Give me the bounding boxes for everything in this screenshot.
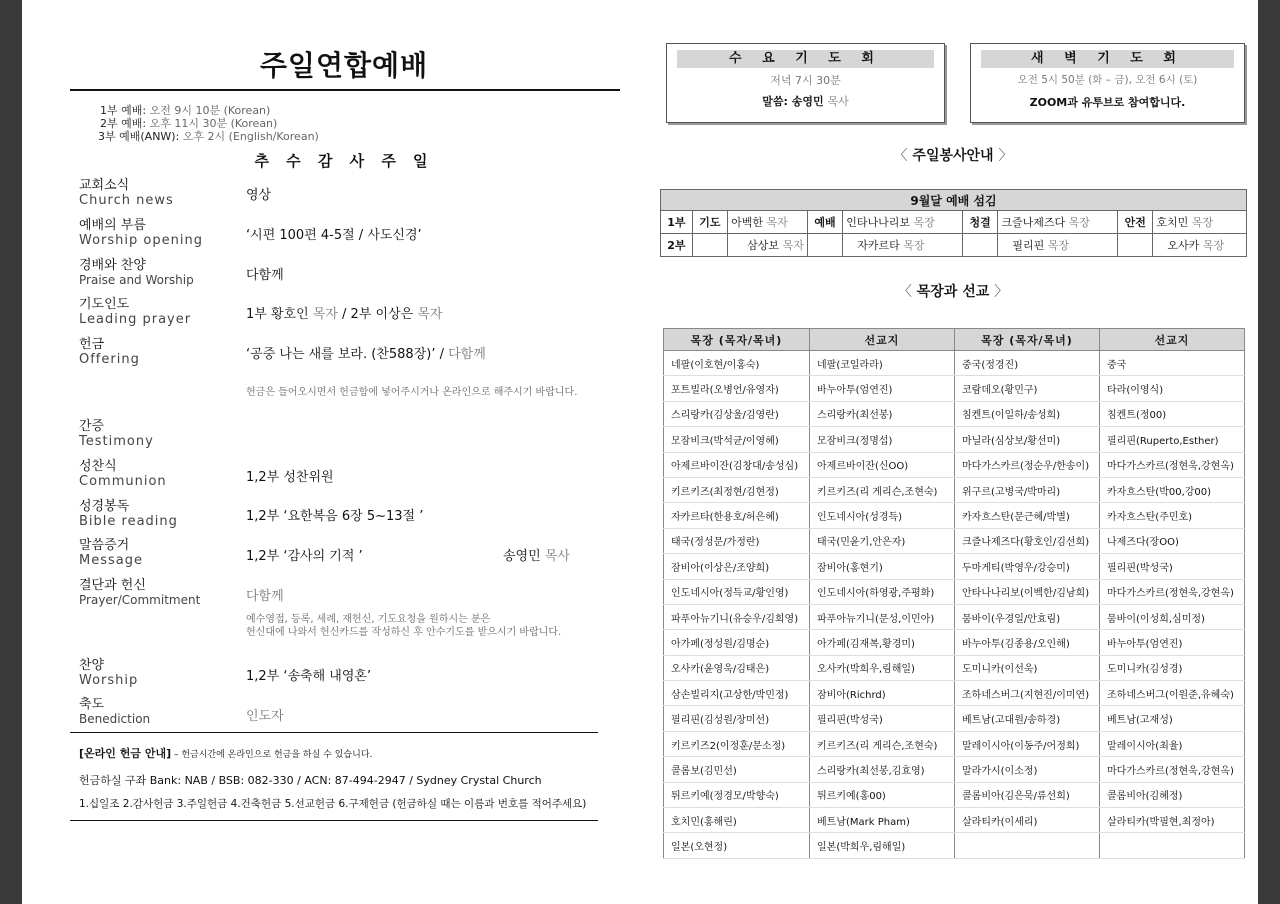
cell-mission-field: 스리랑카(최선봉) [810, 401, 955, 426]
cell-mission-field: 키르키즈(리 게리슨,조현숙) [810, 731, 955, 756]
order-worship-song [79, 658, 138, 688]
cell-mission-field: 튀르키예(홍00) [810, 782, 955, 807]
cell-mission-field: 살라티카(박필현,최정아) [1100, 808, 1245, 833]
wednesday-prayer-box [666, 43, 945, 123]
table-row [664, 757, 1245, 782]
offering-hymn: ‘공중 나는 새를 보라. (찬588장)’ / [246, 347, 444, 362]
cell-group: 오사카(윤영욱/김태은) [664, 655, 810, 680]
order-label-en: Prayer/Commitment [79, 593, 201, 607]
cell-group: 아가페(정성원/김명순) [664, 630, 810, 655]
cell-group: 호치민(홍해린) [664, 808, 810, 833]
cell-group: 포트빌라(오병언/유영자) [664, 376, 810, 401]
cell-group: 키르키즈(최정현/김현정) [664, 477, 810, 502]
cell-mission-field: 베트남(고재성) [1100, 706, 1245, 731]
wednesday-time: 저녁 7시 30분 [770, 74, 841, 87]
cell-mission-field: 파푸아뉴기니(문성,이민아) [810, 604, 955, 629]
cell-group: 자카르타(한용호/허은혜) [664, 503, 810, 528]
cleaning-cell [998, 234, 1118, 257]
order-label-en: Church news [79, 193, 174, 208]
order-label-en: Communion [79, 474, 167, 489]
cell-mission-field [1100, 833, 1245, 858]
order-label-ko: 축도 [79, 697, 105, 712]
order-label-en: Bible reading [79, 514, 178, 529]
order-label-ko: 간증 [79, 419, 105, 434]
table-row [664, 477, 1245, 502]
cell-group: 크즐나제즈다(황호인/김선희) [955, 528, 1100, 553]
cell-group: 도미니카(이선욱) [955, 655, 1100, 680]
cell-group: 마닐라(심상보/황선미) [955, 427, 1100, 452]
angle-left-icon: 〈 [893, 148, 908, 164]
service-time-1 [100, 104, 319, 117]
cell-mission-field: 중국 [1100, 351, 1245, 376]
order-label-ko: 헌금 [79, 337, 105, 352]
service-table [660, 189, 1247, 257]
cell-mission-field: 카자흐스탄(박00,강00) [1100, 477, 1245, 502]
order-value: 1,2부 성찬위원 [246, 470, 334, 485]
cell-mission-field: 인도네시아(성경득) [810, 503, 955, 528]
cell-group: 바누아투(김종용/오인해) [955, 630, 1100, 655]
table-row [664, 579, 1245, 604]
service-time-value: 오후 2시 (English/Korean) [182, 130, 319, 143]
table-row [664, 452, 1245, 477]
order-value: ‘시편 100편 4-5절 / 사도신경’ [246, 228, 422, 243]
column-header: 선교지 [810, 329, 955, 351]
angle-right-icon: 〉 [998, 148, 1013, 164]
order-value: 1,2부 ‘요한복음 6장 5~13절 ’ [246, 509, 424, 524]
bank-details: 헌금하실 구좌 Bank: NAB / BSB: 082-330 / ACN: 87-494-2947 / Sydney Crystal Church [79, 774, 542, 787]
title-suffix: 목자 [782, 239, 804, 252]
cell-mission-field: 네팔(코일라라) [810, 351, 955, 376]
cell-group [955, 833, 1100, 858]
worship-cell [843, 211, 963, 234]
cell-group: 삼손빌리지(고상한/박민정) [664, 681, 810, 706]
cell-mission-field: 바누아투(엄연진) [1100, 630, 1245, 655]
commitment-note-2: 헌신대에 나와서 헌신카드를 작성하신 후 안수기도를 받으시기 바랍니다. [246, 627, 562, 638]
cell-group: 잠비아(이상은/조양희) [664, 554, 810, 579]
service-row-2 [661, 234, 1247, 257]
order-church-news [79, 178, 174, 208]
cell-mission-field: 스리랑카(최선봉,김효영) [810, 757, 955, 782]
table-row [664, 630, 1245, 655]
order-value: 다함께 [246, 268, 284, 283]
mission-header-row [664, 329, 1245, 351]
order-praise [79, 258, 194, 288]
cell-group: 뭄바이(우경일/안효림) [955, 604, 1100, 629]
cell-mission-field: 잠비아(홍현기) [810, 554, 955, 579]
cell-group: 두마게티(박영우/강승미) [955, 554, 1100, 579]
cell-group: 침켄트(이일하/송성희) [955, 401, 1100, 426]
prayer-group: 삼상보 [747, 239, 780, 252]
preacher-name: 송영민 [503, 549, 541, 564]
safety-cell [1153, 234, 1247, 257]
prayer-cell [728, 234, 808, 257]
title-suffix: 목자 [766, 216, 788, 229]
order-message [79, 538, 143, 568]
role-label: 예배 [807, 211, 842, 234]
cell-mission-field: 도미니카(김성경) [1100, 655, 1245, 680]
cell-mission-field: 조하네스버그(이원준,유혜숙) [1100, 681, 1245, 706]
title-divider [70, 89, 620, 91]
online-offering-title: [온라인 헌금 안내] [79, 747, 172, 760]
order-label-ko: 예배의 부름 [79, 218, 146, 233]
cell-mission-field: 타라(이영식) [1100, 376, 1245, 401]
service-time-value: 오전 9시 10분 (Korean) [149, 104, 271, 117]
order-benediction [79, 697, 150, 727]
order-label-en: Worship opening [79, 233, 203, 248]
order-value: 영상 [246, 188, 272, 203]
group-suffix: 목장 [1068, 216, 1090, 229]
cell-mission-field: 뭄바이(이성희,심미정) [1100, 604, 1245, 629]
table-row [664, 731, 1245, 756]
mission-table [663, 328, 1245, 859]
role-label: 안전 [1118, 211, 1153, 234]
cell-group: 말라가시(이소정) [955, 757, 1100, 782]
table-row [664, 706, 1245, 731]
cell-group: 스리랑카(김상울/김영란) [664, 401, 810, 426]
cell-group: 인도네시아(정득교/황인영) [664, 579, 810, 604]
cleaning-cell [998, 211, 1118, 234]
role-label: 기도 [692, 211, 727, 234]
cell-mission-field: 모잠비크(정명섭) [810, 427, 955, 452]
order-bible-reading [79, 499, 178, 529]
order-value: 1,2부 ‘감사의 기적 ’ [246, 549, 363, 564]
part-label: 1부 [661, 211, 693, 234]
order-label-ko: 성찬식 [79, 459, 117, 474]
cleaning-group: 필리핀 [1012, 239, 1045, 252]
mission-heading-text: 목장과 선교 [916, 284, 990, 300]
cell-group: 모잠비크(박석균/이영혜) [664, 427, 810, 452]
wednesday-prayer-title: 수 요 기 도 회 [677, 50, 934, 68]
cell-mission-field: 아가페(김재복,황경미) [810, 630, 955, 655]
cell-mission-field: 바누아투(엄연진) [810, 376, 955, 401]
role-label [692, 234, 727, 257]
offering-by: 다함께 [448, 347, 486, 362]
table-row [664, 528, 1245, 553]
prayer-group: 아벡한 [731, 216, 763, 229]
cell-group: 조하네스버그(지현진/이미연) [955, 681, 1100, 706]
order-label-ko: 찬양 [79, 658, 105, 673]
cell-group: 위구르(고병국/박마리) [955, 477, 1100, 502]
cell-mission-field: 필리핀(박성국) [1100, 554, 1245, 579]
service-time-label: 2부 예배: [100, 117, 147, 130]
table-row [664, 604, 1245, 629]
order-value: 인도자 [246, 709, 284, 724]
cell-mission-field: 잠비아(Richrd) [810, 681, 955, 706]
title-suffix: 목자 [312, 307, 338, 322]
order-label-en: Message [79, 553, 143, 568]
worship-cell [843, 234, 963, 257]
table-row [664, 427, 1245, 452]
service-time-label: 3부 예배(ANW): [98, 130, 180, 143]
title-suffix: 목사 [827, 95, 849, 108]
cell-mission-field: 나제즈다(장OO) [1100, 528, 1245, 553]
online-offering-desc: – 헌금시간에 온라인으로 헌금을 하실 수 있습니다. [171, 750, 373, 760]
cell-mission-field: 태국(민윤기,안은자) [810, 528, 955, 553]
cell-group: 살라티카(이세리) [955, 808, 1100, 833]
cell-mission-field: 마다가스카르(정현욱,강현옥) [1100, 757, 1245, 782]
cell-group: 파푸아뉴기니(유승우/김희영) [664, 604, 810, 629]
table-row [664, 808, 1245, 833]
safety-group: 호치민 [1156, 216, 1189, 229]
title-suffix: 목사 [544, 549, 570, 564]
cell-mission-field: 일본(박희우,림해일) [810, 833, 955, 858]
role-label [807, 234, 842, 257]
cell-group: 마다가스카르(정순우/한송이) [955, 452, 1100, 477]
order-label-ko: 교회소식 [79, 178, 130, 193]
group-suffix: 목장 [1047, 239, 1069, 252]
service-heading [660, 145, 1246, 165]
prayer-leader-1: 1부 황호인 [246, 307, 309, 322]
safety-group: 오사카 [1167, 239, 1200, 252]
cell-mission-field: 인도네시아(하영광,주평화) [810, 579, 955, 604]
role-label [962, 234, 997, 257]
offering-types: 1.십일조 2.감사헌금 3.주일헌금 4.건축헌금 5.선교헌금 6.구제헌금 (헌금하실 때는 이름과 번호를 적어주세요) [79, 798, 587, 810]
worship-group: 인타나나리보 [846, 216, 910, 229]
cell-mission-field: 침켄트(정00) [1100, 401, 1245, 426]
service-time-2 [100, 117, 319, 130]
footer-divider-bottom [70, 820, 598, 821]
column-header: 선교지 [1100, 329, 1245, 351]
cell-group: 중국(정경진) [955, 351, 1100, 376]
safety-cell [1153, 211, 1247, 234]
angle-right-icon: 〉 [994, 284, 1009, 300]
cell-group: 안타나나리보(이벡한/김남희) [955, 579, 1100, 604]
table-row [664, 351, 1245, 376]
table-row [664, 782, 1245, 807]
cell-mission-field: 오사카(박희우,림해일) [810, 655, 955, 680]
order-label-en: Testimony [79, 434, 154, 449]
worship-group: 자카르타 [857, 239, 900, 252]
cell-mission-field: 마다가스카르(정현욱,강현옥) [1100, 579, 1245, 604]
order-leading-prayer [79, 297, 191, 327]
dawn-prayer-box [970, 43, 1245, 123]
cell-group: 베트남(고대원/송하경) [955, 706, 1100, 731]
cell-mission-field: 필리핀(Ruperto,Esther) [1100, 427, 1245, 452]
mission-heading [660, 281, 1246, 301]
service-time-label: 1부 예배: [100, 104, 147, 117]
cell-mission-field: 콜롬비아(김혜정) [1100, 782, 1245, 807]
table-row [664, 554, 1245, 579]
cell-group: 코람데오(황민구) [955, 376, 1100, 401]
footer-divider-top [70, 732, 598, 733]
cell-group: 아제르바이잔(김창대/송성심) [664, 452, 810, 477]
service-time-3 [98, 130, 319, 143]
group-suffix: 목장 [913, 216, 935, 229]
order-label-en: Praise and Worship [79, 273, 194, 287]
order-value [246, 343, 486, 362]
order-label-ko: 성경봉독 [79, 499, 130, 514]
page-title: 주일연합예배 [259, 49, 429, 82]
order-worship-opening [79, 218, 203, 248]
order-value: 1,2부 ‘송축해 내영혼’ [246, 669, 372, 684]
cell-group: 태국(정성문/가정란) [664, 528, 810, 553]
angle-left-icon: 〈 [897, 284, 912, 300]
cell-group: 네팔(이호현/이홍숙) [664, 351, 810, 376]
speaker-name: 송영민 [791, 95, 824, 108]
title-suffix: 목자 [417, 307, 443, 322]
order-label-en: Benediction [79, 712, 151, 726]
role-label: 청결 [962, 211, 997, 234]
order-label-ko: 기도인도 [79, 297, 130, 312]
sunday-theme: 추 수 감 사 주 일 [254, 152, 434, 170]
service-row-1 [661, 211, 1247, 234]
service-table-header: 9월달 예배 섬김 [661, 190, 1247, 211]
speaker-label: 말씀: [762, 95, 788, 108]
prayer-cell [728, 211, 808, 234]
dawn-time: 오전 5시 50분 (화 – 금), 오전 6시 (토) [1017, 74, 1198, 86]
order-offering [79, 337, 140, 367]
order-value [246, 303, 442, 322]
cell-group: 콜롬비아(김은묵/류선희) [955, 782, 1100, 807]
order-label-en: Leading prayer [79, 312, 192, 327]
order-label-ko: 결단과 헌신 [79, 578, 146, 593]
cell-group: 말레이시아(이동주/어정희) [955, 731, 1100, 756]
order-communion [79, 459, 167, 489]
cell-group: 키르키즈2(이정훈/문소정) [664, 731, 810, 756]
table-row [664, 655, 1245, 680]
table-row [664, 681, 1245, 706]
cell-mission-field: 카자흐스탄(주민호) [1100, 503, 1245, 528]
cell-group: 튀르키예(정경모/박향숙) [664, 782, 810, 807]
order-label-ko: 경배와 찬양 [79, 258, 146, 273]
order-testimony [79, 419, 154, 449]
part-label: 2부 [661, 234, 693, 257]
mission-table-body [664, 351, 1245, 859]
cell-group: 일본(오현정) [664, 833, 810, 858]
wednesday-speaker [667, 93, 944, 109]
cell-group: 콜롬보(김민선) [664, 757, 810, 782]
service-heading-text: 주일봉사안내 [912, 148, 994, 164]
cell-group: 카자흐스탄(문근혜/박별) [955, 503, 1100, 528]
column-header: 목장 (목자/목녀) [664, 329, 810, 351]
cell-mission-field: 키르키즈(리 게리슨,조현숙) [810, 477, 955, 502]
cell-mission-field: 아제르바이잔(신OO) [810, 452, 955, 477]
group-suffix: 목장 [903, 239, 925, 252]
preacher [503, 545, 570, 564]
cell-mission-field: 베트남(Mark Pham) [810, 808, 955, 833]
cell-mission-field: 필리핀(박성국) [810, 706, 955, 731]
online-offering-info [79, 745, 372, 761]
cell-mission-field: 말레이시아(최율) [1100, 731, 1245, 756]
cleaning-group: 크즐나제즈다 [1001, 216, 1066, 229]
commitment-note-1: 예수영접, 등록, 세례, 재헌신, 기도요청을 원하시는 분은 [246, 614, 491, 625]
order-commitment [79, 578, 200, 608]
group-suffix: 목장 [1202, 239, 1225, 252]
service-times [100, 104, 319, 143]
order-value: 다함께 [246, 589, 284, 604]
group-suffix: 목장 [1191, 216, 1214, 229]
cell-group: 필리핀(김성원/장미선) [664, 706, 810, 731]
table-row [664, 401, 1245, 426]
order-label-en: Worship [79, 673, 139, 688]
prayer-leader-2: / 2부 이상은 [337, 307, 414, 322]
column-header: 목장 (목자/목녀) [955, 329, 1100, 351]
dawn-prayer-title: 새 벽 기 도 회 [981, 50, 1234, 68]
cell-mission-field: 마다가스카르(정현욱,강현옥) [1100, 452, 1245, 477]
order-label-ko: 말씀증거 [79, 538, 130, 553]
table-row [664, 376, 1245, 401]
table-row [664, 503, 1245, 528]
service-time-value: 오후 11시 30분 (Korean) [149, 117, 278, 130]
dawn-note: ZOOM과 유투브로 참여합니다. [1029, 96, 1186, 109]
role-label [1118, 234, 1153, 257]
order-label-en: Offering [79, 352, 140, 367]
table-row [664, 833, 1245, 858]
offering-note: 헌금은 들어오시면서 헌금함에 넣어주시거나 온라인으로 해주시기 바랍니다. [246, 387, 578, 398]
